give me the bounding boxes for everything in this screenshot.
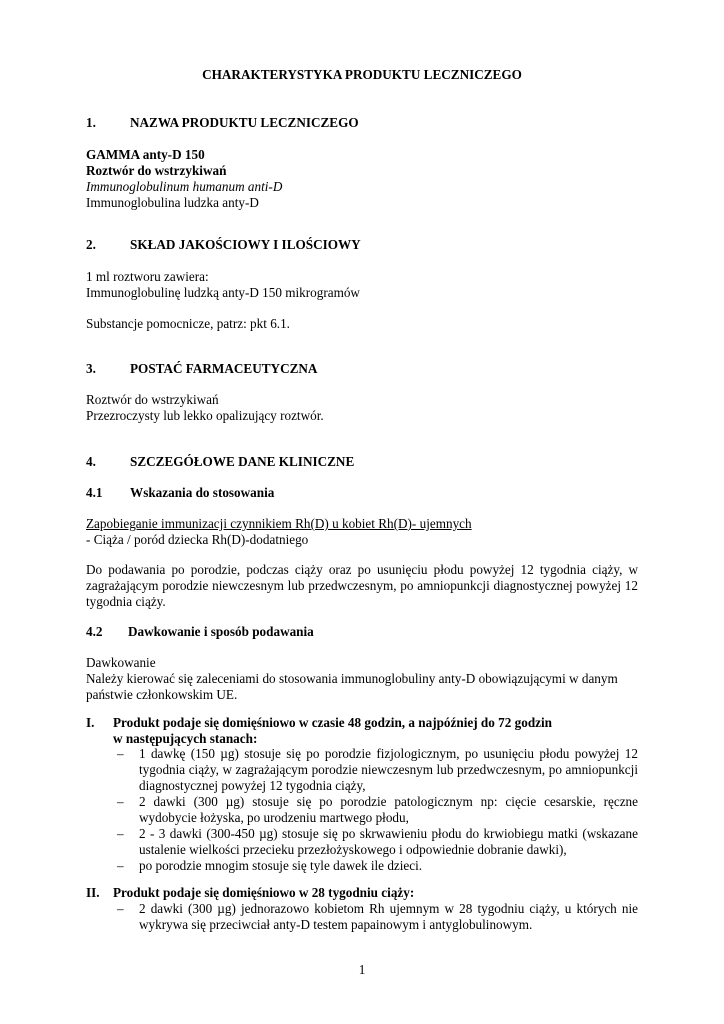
document-title: CHARAKTERYSTYKA PRODUKTU LECZNICZEGO <box>202 67 522 82</box>
section-title: SZCZEGÓŁOWE DANE KLINICZNE <box>130 454 355 469</box>
polish-name: Immunoglobulina ludzka anty-D <box>86 195 259 210</box>
page-number: 1 <box>358 962 366 977</box>
dosing-label: Dawkowanie <box>86 655 156 670</box>
section-title: SKŁAD JAKOŚCIOWY I ILOŚCIOWY <box>130 237 361 252</box>
product-form: Roztwór do wstrzykiwań <box>86 163 227 178</box>
list-item: – 2 dawki (300 µg) stosuje się po porodzie patologicznym np: cięcie cesarskie, ręczne wydobycie łożyska, po urodzeniu martwego płodu, <box>139 794 638 826</box>
section-number: 4. <box>86 454 96 469</box>
form-line-2: Przezroczysty lub lekko opalizujący roztwór. <box>86 408 324 423</box>
list-item: – 2 - 3 dawki (300-450 µg) stosuje się po skrwawieniu płodu do krwiobiegu matki (wskazane ustalenie wielkości przecieku przezłożyskowego i odpowiednie dobranie dawki), <box>139 826 638 858</box>
section-title: POSTAĆ FARMACEUTYCZNA <box>130 361 318 376</box>
subsection-title: Wskazania do stosowania <box>130 485 275 500</box>
indication-block <box>86 516 638 548</box>
dosing-block <box>86 655 638 703</box>
section-2-heading <box>86 237 638 253</box>
subsection-4-2-heading <box>86 624 638 640</box>
point-number: I. <box>86 715 95 730</box>
subsection-4-1-heading <box>86 485 638 501</box>
list-item: – 2 dawki (300 µg) jednorazowo kobietom Rh ujemnym w 28 tygodniu ciąży, u których nie wykrywa się przeciwciał anty-D testem papainowym i antyglobulinowym. <box>139 901 638 933</box>
indication-underlined: Zapobieganie immunizacji czynnikiem Rh(D) u kobiet Rh(D)- ujemnych <box>86 516 472 531</box>
composition-line-1: 1 ml roztworu zawiera: <box>86 269 209 284</box>
point-2-heading <box>86 885 638 901</box>
point-1-heading <box>86 715 638 747</box>
point-1-list <box>86 746 638 874</box>
dosing-paragraph: Należy kierować się zaleceniami do stosowania immunoglobuliny anty-D obowiązującymi w danym państwie członkowskim UE. <box>86 671 618 702</box>
section-number: 3. <box>86 361 96 376</box>
list-item: – po porodzie mnogim stosuje się tyle dawek ile dzieci. <box>139 858 638 874</box>
list-item: – 1 dawkę (150 µg) stosuje się po porodzie fizjologicznym, po usunięciu płodu powyżej 12 tygodnia ciąży, w zagrażającym porodzie niewczesnym lub przedwczesnym, po amniopunkcji diagnostycznej powyżej 12 tygodnia ciąży, <box>139 746 638 794</box>
form-line-1: Roztwór do wstrzykiwań <box>86 392 219 407</box>
subsection-number: 4.1 <box>86 485 103 500</box>
product-name: GAMMA anty-D 150 <box>86 147 205 162</box>
section-number: 1. <box>86 115 96 130</box>
point-2-list <box>86 901 638 933</box>
section-number: 2. <box>86 237 96 252</box>
subsection-number: 4.2 <box>86 624 103 639</box>
section-title: NAZWA PRODUKTU LECZNICZEGO <box>130 115 359 130</box>
section-3-heading <box>86 361 638 377</box>
excipients-note: Substancje pomocnicze, patrz: pkt 6.1. <box>86 316 290 331</box>
point-heading: Produkt podaje się domięśniowo w 28 tygodniu ciąży: <box>113 885 415 900</box>
indication-line: - Ciąża / poród dziecka Rh(D)-dodatniego <box>86 532 309 547</box>
latin-name: Immunoglobulinum humanum anti-D <box>86 179 283 194</box>
section-2-body <box>86 269 638 301</box>
section-3-body <box>86 392 638 424</box>
section-1-heading <box>86 115 638 131</box>
document-page <box>86 0 638 1024</box>
subsection-title: Dawkowanie i sposób podawania <box>128 624 314 639</box>
point-number: II. <box>86 885 100 900</box>
indication-paragraph: Do podawania po porodzie, podczas ciąży oraz po usunięciu płodu powyżej 12 tygodnia ciąży, w zagrażającym porodzie niewczesnym lub przedwczesnym, po amniopunkcji diagnostycznej powyżej 12 tygodnia ciąży. <box>86 562 638 609</box>
point-heading-line-2: w następujących stanach: <box>113 731 258 746</box>
composition-line-2: Immunoglobulinę ludzką anty-D 150 mikrogramów <box>86 285 360 300</box>
section-4-heading <box>86 454 638 470</box>
section-1-body <box>86 147 638 211</box>
point-heading-line-1: Produkt podaje się domięśniowo w czasie 48 godzin, a najpóźniej do 72 godzin <box>113 715 552 730</box>
